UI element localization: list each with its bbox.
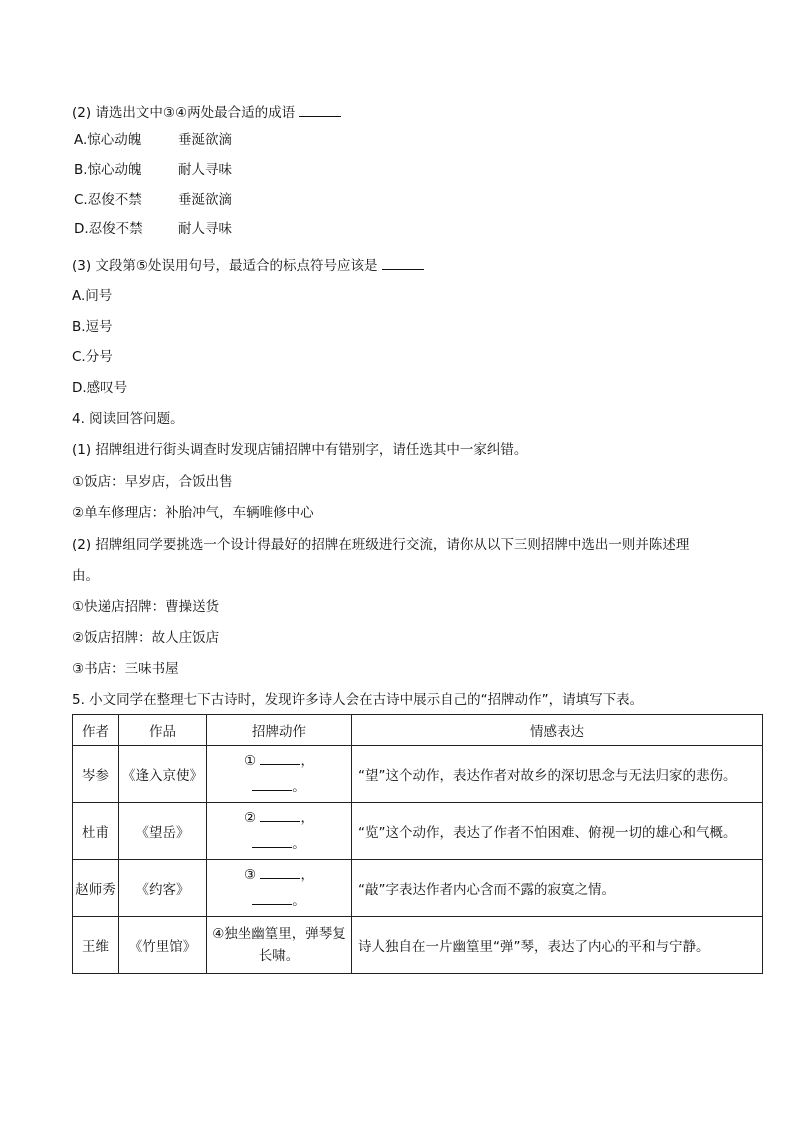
punct-period: 。 [292,779,306,795]
punct-comma: ， [300,810,314,826]
sign-item-restaurant: ①饭店：早岁店，合饭出售 [72,474,233,490]
cell-work: 《竹里馆》 [119,917,207,974]
cell-action-fill [207,746,352,803]
answer-blank[interactable] [260,807,300,822]
item-marker: ② [244,810,257,826]
option-idiom-1: 惊心动魄 [87,162,142,178]
punct-comma: ， [300,753,314,769]
answer-blank[interactable] [252,776,292,791]
option-letter: A. [74,132,88,148]
cell-action-fill [207,803,352,860]
option-d[interactable]: D.感叹号 [72,380,128,396]
answer-blank[interactable] [382,255,424,270]
table-header-row [73,715,763,746]
sign-item-bookstore: ③书店：三味书屋 [72,661,179,677]
question-text: (2) 请选出文中③④两处最合适的成语 [72,105,296,121]
question-4-1-stem: (1) 招牌组进行街头调查时发现店铺招牌中有错别字，请任选其中一家纠错。 [72,442,528,458]
option-d[interactable] [74,219,143,239]
answer-blank[interactable] [252,833,292,848]
question-4-2-stem-cont: 由。 [72,568,99,584]
option-c-idiom-2: 垂涎欲滴 [178,192,232,208]
cell-emotion: “敲”字表达作者内心含而不露的寂寞之情。 [352,860,763,917]
option-idiom-1: 忍俊不禁 [87,192,142,208]
cell-emotion: “览”这个动作，表达了作者不怕困难、俯视一切的雄心和气概。 [352,803,763,860]
option-letter: C. [74,192,88,208]
option-d-idiom-2: 耐人寻味 [178,221,232,237]
header-emotion: 情感表达 [352,715,763,746]
option-a-idiom-2: 垂涎欲滴 [178,132,232,148]
option-idiom-1: 惊心动魄 [87,132,142,148]
cell-emotion: 诗人独自在一片幽篁里“弹”琴，表达了内心的平和与宁静。 [352,917,763,974]
option-letter: B. [74,162,88,178]
answer-blank[interactable] [260,750,300,765]
option-b[interactable]: B.逗号 [72,319,113,335]
poem-action-table [72,714,763,974]
option-b-idiom-2: 耐人寻味 [178,162,232,178]
cell-work: 《约客》 [119,860,207,917]
answer-blank[interactable] [299,102,341,117]
punct-comma: ， [300,867,314,883]
sign-item-courier: ①快递店招牌：曹操送货 [72,599,220,615]
cell-author: 王维 [73,917,119,974]
question-5-title: 5. 小文同学在整理七下古诗时，发现许多诗人会在古诗中展示自己的“招牌动作”，请填写下表。 [72,692,644,708]
header-action: 招牌动作 [207,715,352,746]
table-row [73,860,763,917]
cell-work: 《望岳》 [119,803,207,860]
question-4-title: 4. 阅读回答问题。 [72,411,184,427]
option-a[interactable]: A.问号 [72,288,113,304]
header-work: 作品 [119,715,207,746]
answer-blank[interactable] [260,864,300,879]
answer-blank[interactable] [252,890,292,905]
question-4-2-stem: (2) 招牌组同学要挑选一个设计得最好的招牌在班级进行交流，请你从以下三则招牌中选出一则并陈述理 [72,537,690,553]
table-row [73,917,763,974]
punct-period: 。 [292,836,306,852]
table-row [73,746,763,803]
item-marker: ③ [244,867,257,883]
option-a[interactable] [74,130,141,150]
table-row [73,803,763,860]
sign-item-bike-repair: ②单车修理店：补胎冲气，车辆唯修中心 [72,505,314,521]
question-3-2-stem [72,102,341,123]
cell-author: 岑参 [73,746,119,803]
option-c[interactable]: C.分号 [72,349,113,365]
cell-author: 杜甫 [73,803,119,860]
punct-period: 。 [292,893,306,909]
option-c[interactable] [74,190,142,210]
sign-item-restaurant-2: ②饭店招牌：故人庄饭店 [72,630,220,646]
cell-action-fill [207,860,352,917]
question-3-3-stem [72,255,424,276]
option-b[interactable] [74,160,142,180]
option-letter: D. [74,221,89,237]
cell-work: 《逢入京使》 [119,746,207,803]
option-idiom-1: 忍俊不禁 [88,221,143,237]
cell-emotion: “望”这个动作，表达作者对故乡的深切思念与无法归家的悲伤。 [352,746,763,803]
question-text: (3) 文段第⑤处误用句号，最适合的标点符号应该是 [72,258,378,274]
header-author: 作者 [73,715,119,746]
cell-action: ④独坐幽篁里，弹琴复长啸。 [207,917,352,974]
cell-author: 赵师秀 [73,860,119,917]
item-marker: ① [244,753,257,769]
